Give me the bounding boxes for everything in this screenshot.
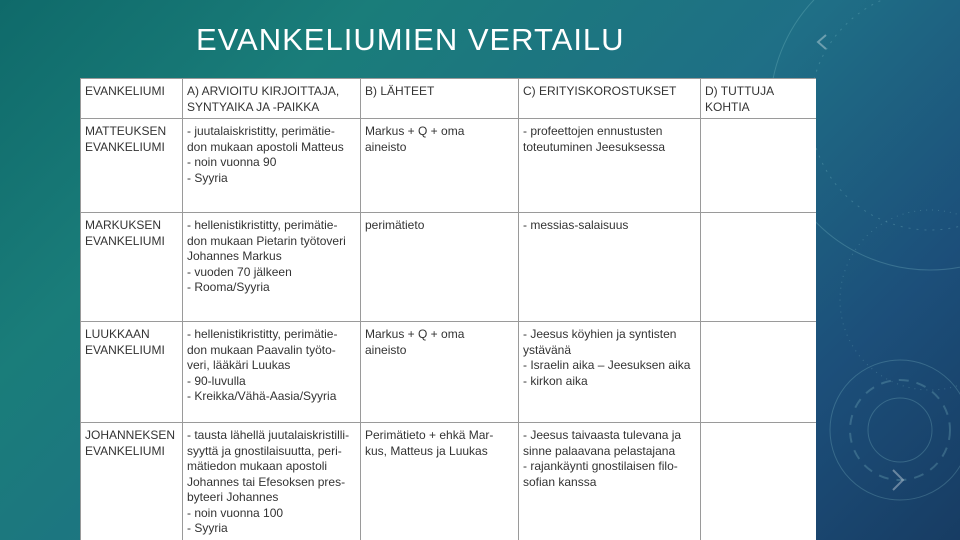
cell-familiar (701, 119, 817, 213)
cell-line: - noin vuonna 100 (187, 505, 284, 520)
cell-gospel: JOHANNEKSEN EVANKELIUMI (81, 423, 183, 540)
cell-line: - Israelin aika – Jeesuksen aika (523, 358, 691, 372)
cell-emphases (519, 423, 701, 540)
cell-line: - vuoden 70 jälkeen (187, 264, 292, 279)
cell-emphases (519, 213, 701, 322)
table-row-john (81, 423, 817, 540)
cell-line: veri, lääkäri Luukas (187, 358, 291, 372)
cell-line: perimätieto (365, 218, 425, 232)
cell-line: - 90-luvulla (187, 373, 246, 388)
cell-familiar (701, 423, 817, 540)
table-row-matthew (81, 119, 817, 213)
cell-author (183, 119, 361, 213)
cell-line: don mukaan apostoli Matteus (187, 139, 344, 154)
cell-line: - kirkon aika (523, 373, 588, 388)
cell-sources (361, 322, 519, 423)
cell-line: don mukaan Paavalin työto- (187, 342, 336, 357)
cell-line: - messias-salaisuus (523, 218, 629, 232)
cell-line: ystävänä (523, 342, 572, 357)
cell-line: sofian kanssa (523, 474, 597, 489)
cell-gospel: MATTEUKSEN EVANKELIUMI (81, 119, 183, 213)
cell-gospel: MARKUKSEN EVANKELIUMI (81, 213, 183, 322)
cell-line: - Jeesus taivaasta tulevana ja (523, 428, 682, 442)
header-author: A) ARVIOITU KIRJOITTAJA, SYNTYAIKA JA -PAIKKA (183, 79, 361, 119)
cell-familiar (701, 213, 817, 322)
header-emphases: C) ERITYISKOROSTUKSET (519, 79, 701, 119)
header-gospel: EVANKELIUMI (81, 79, 183, 119)
cell-author (183, 322, 361, 423)
cell-line: - hellenistikristitty, perimätie- (187, 218, 338, 232)
table-row-luke (81, 322, 817, 423)
cell-line: aineisto (365, 139, 407, 154)
cell-gospel: LUUKKAAN EVANKELIUMI (81, 322, 183, 423)
cell-line: - Syyria (187, 170, 228, 185)
cell-line: Johannes Markus (187, 249, 282, 263)
cell-line: Perimätieto + ehkä Mar- (365, 428, 494, 442)
gospel-comparison-table (80, 78, 816, 540)
cell-sources (361, 213, 519, 322)
cell-sources (361, 119, 519, 213)
cell-line: - Jeesus köyhien ja syntisten (523, 327, 677, 341)
cell-familiar (701, 322, 817, 423)
table-row-mark (81, 213, 817, 322)
cell-line: mätiedon mukaan apostoli (187, 459, 328, 473)
cell-emphases (519, 119, 701, 213)
cell-line: byteeri Johannes (187, 490, 279, 504)
slide-title: EVANKELIUMIEN VERTAILU (196, 22, 625, 57)
cell-sources (361, 423, 519, 540)
cell-line: toteutuminen Jeesuksessa (523, 139, 666, 154)
cell-line: aineisto (365, 342, 407, 357)
cell-emphases (519, 322, 701, 423)
header-familiar: D) TUTTUJA KOHTIA (701, 79, 817, 119)
cell-line: sinne palaavana pelastajana (523, 443, 676, 458)
cell-author (183, 423, 361, 540)
cell-line: Markus + Q + oma (365, 327, 465, 341)
cell-line: syyttä ja gnostilaisuutta, peri- (187, 443, 342, 458)
cell-line: - noin vuonna 90 (187, 155, 277, 169)
cell-line: - hellenistikristitty, perimätie- (187, 327, 338, 341)
cell-line: don mukaan Pietarin työtoveri (187, 233, 346, 248)
cell-line: - Kreikka/Vähä-Aasia/Syyria (187, 389, 337, 403)
cell-line: - juutalaiskristitty, perimätie- (187, 124, 335, 138)
cell-line: kus, Matteus ja Luukas (365, 443, 488, 458)
header-sources: B) LÄHTEET (361, 79, 519, 119)
cell-line: - Syyria (187, 521, 228, 535)
cell-line: Markus + Q + oma (365, 124, 465, 138)
cell-line: - rajankäynti gnostilaisen filo- (523, 459, 678, 473)
cell-line: - tausta lähellä juutalaiskristilli- (187, 428, 350, 442)
cell-line: - Rooma/Syyria (187, 280, 270, 294)
table-header-row (81, 79, 817, 119)
cell-line: - profeettojen ennustusten (523, 124, 663, 138)
cell-line: Johannes tai Efesoksen pres- (187, 474, 346, 489)
comparison-table-card (80, 78, 816, 540)
cell-author (183, 213, 361, 322)
